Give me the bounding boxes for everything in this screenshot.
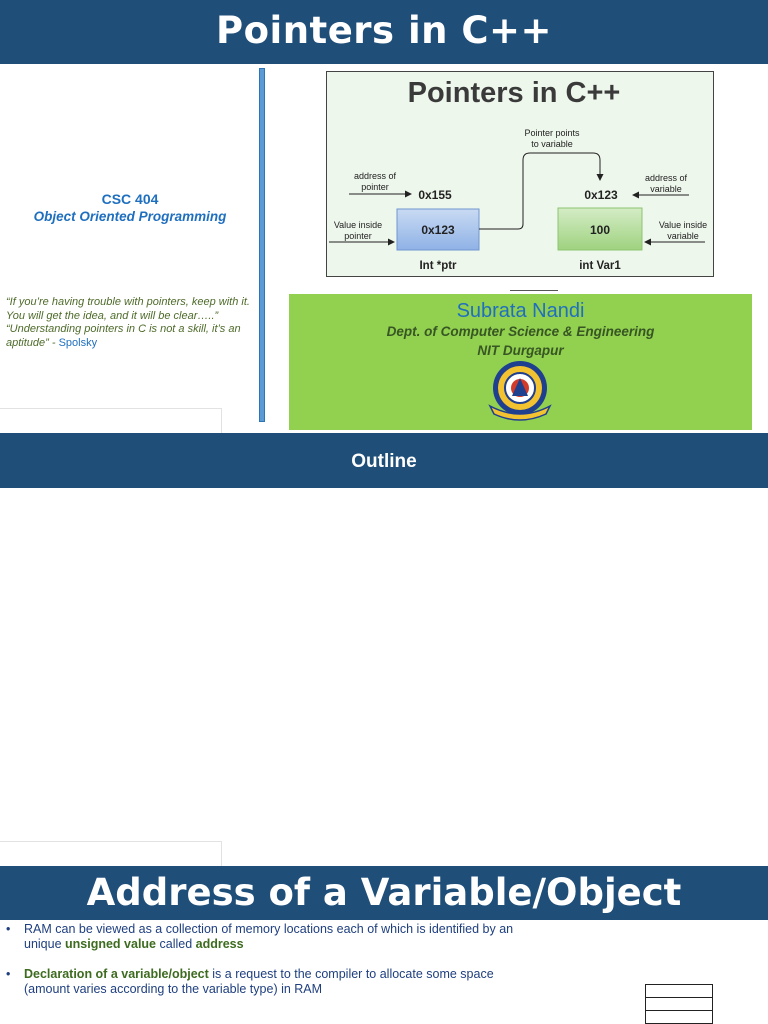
pointer-address: 0x155 xyxy=(418,188,452,202)
bullet-dot: • xyxy=(6,967,11,981)
addr-of-pointer-label-1: address of xyxy=(353,171,397,181)
course-name: Object Oriented Programming xyxy=(33,209,227,224)
quote-author: Spolsky xyxy=(58,336,98,349)
author-panel xyxy=(289,294,752,430)
slide3-title-band xyxy=(0,866,768,920)
author-institute: NIT Durgapur xyxy=(477,343,564,358)
variable-value: 100 xyxy=(589,223,611,237)
bullet1-text: RAM can be viewed as a collection of memory locations each of which is identified by an unique xyxy=(24,922,514,951)
value-inside-pointer-label-1: Value inside xyxy=(333,220,383,230)
value-inside-variable-label-1: Value inside xyxy=(658,220,708,230)
bullet1-highlight-address: address xyxy=(195,937,244,951)
bullet-item-declaration xyxy=(6,967,536,997)
bullet1-mid: called xyxy=(156,937,196,951)
variable-declaration: int Var1 xyxy=(579,260,621,272)
quote xyxy=(6,296,256,350)
memory-cell xyxy=(646,985,713,998)
slide2-title-band xyxy=(0,433,768,488)
bullet1-highlight-unsigned: unsigned value xyxy=(65,937,157,951)
nit-durgapur-logo xyxy=(486,360,556,426)
memory-cell xyxy=(646,1011,713,1024)
vertical-divider xyxy=(259,68,265,422)
pointer-value: 0x123 xyxy=(421,223,455,237)
pointer-diagram xyxy=(326,71,714,277)
ghost-box-top xyxy=(0,408,222,435)
addr-of-variable-label-2: variable xyxy=(650,184,682,194)
addr-of-pointer-label-2: pointer xyxy=(361,182,389,192)
pointer-points-label-2: to variable xyxy=(531,139,573,149)
small-dash-line xyxy=(510,290,558,291)
author-dept: Dept. of Computer Science & Engineering xyxy=(386,324,655,339)
quote-open-mark: “ xyxy=(6,296,10,308)
value-inside-pointer-label-2: pointer xyxy=(344,231,372,241)
slide3-title: Address of a Variable/Object xyxy=(86,871,682,914)
quote-text: If you’re having trouble with pointers, keep with it. You will get the idea, and it will be clear…..” “Understanding pointers in C is not a skill, it’s an aptitude” xyxy=(6,296,250,349)
bullet2-text: is a request to the compiler to allocate some space (amount varies according to the variable type) in RAM xyxy=(24,967,494,996)
course-code: CSC 404 xyxy=(101,191,159,207)
bullet2-highlight: Declaration of a variable/object xyxy=(24,967,209,981)
bullet-list xyxy=(6,922,536,1012)
memory-cell xyxy=(646,998,713,1011)
pointer-diagram-svg xyxy=(327,72,713,276)
addr-of-variable-label-1: address of xyxy=(644,173,688,183)
author-name: Subrata Nandi xyxy=(456,300,585,322)
bullet-item-ram xyxy=(6,922,536,952)
memory-table xyxy=(645,984,713,1024)
diagram-title: Pointers in C++ xyxy=(407,77,621,109)
quote-dash: - xyxy=(48,336,59,349)
slide1-title: Pointers in C++ xyxy=(215,9,553,52)
ghost-box-bottom xyxy=(0,841,222,868)
bullet-dot: • xyxy=(6,922,11,936)
pointer-points-label-1: Pointer points xyxy=(524,128,580,138)
value-inside-variable-label-2: variable xyxy=(667,231,699,241)
variable-address: 0x123 xyxy=(584,188,618,202)
pointer-declaration: Int *ptr xyxy=(419,260,457,272)
slide1-title-band xyxy=(0,0,768,64)
slide2-title: Outline xyxy=(351,451,417,472)
